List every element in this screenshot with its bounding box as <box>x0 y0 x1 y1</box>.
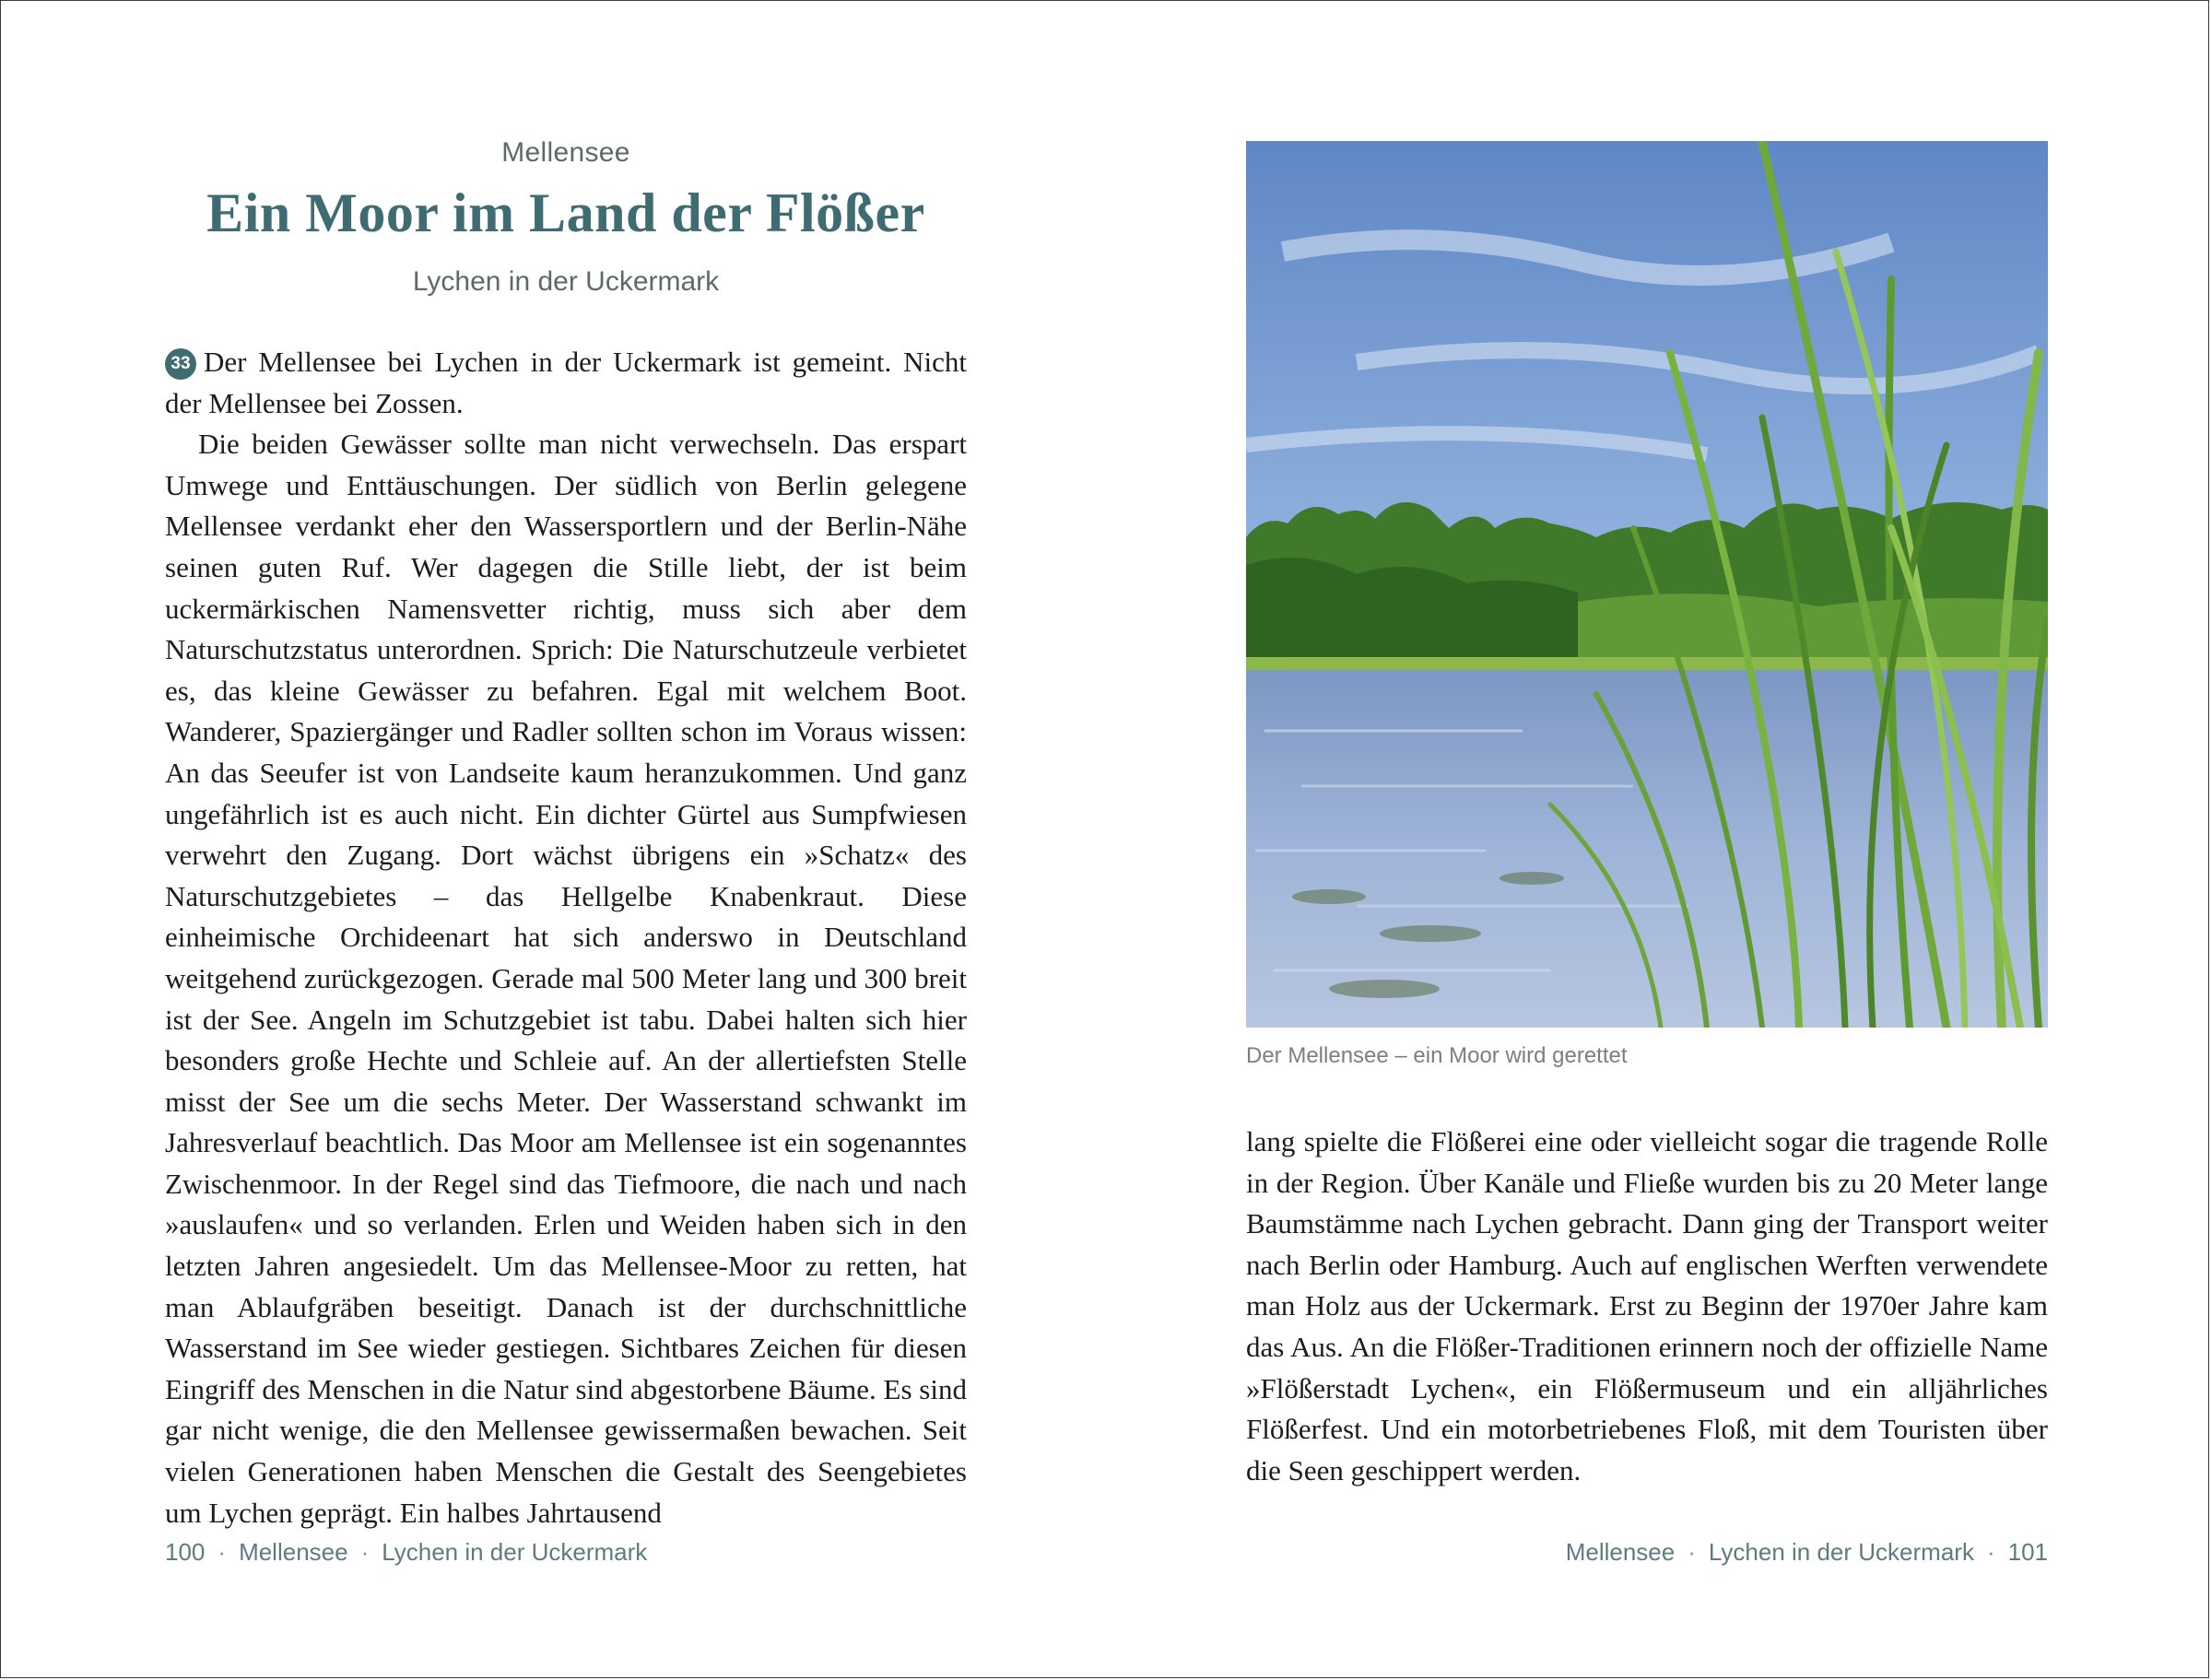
section-label: Mellensee <box>501 137 630 168</box>
paragraph: lang spielte die Flößerei eine oder vielleicht sogar die tragende Rolle in der Region. Über Kanäle und Fließe wurden bis zu 20 Meter lange Baumstämme nach Lychen gebracht. Dann ging der Transport weiter nach Berlin oder Hamburg. Auch auf englischen Werften verwendete man Holz aus der Uckermark. Erst zu Beginn der 1970er Jahre kam das Aus. An die Flößer-Traditionen erinnern noch der offizielle Name »Flößerstadt Lychen«, ein Flößermuseum und ein alljährliches Flößerfest. Und ein motorbetriebenes Floß, mit dem Touristen über die Seen geschippert werden. <box>1246 1125 2048 1486</box>
footer-section: Mellensee <box>239 1538 348 1566</box>
footer-location: Lychen in der Uckermark <box>1708 1538 1974 1566</box>
paragraph-text: Der Mellensee bei Lychen in der Uckermark ist gemeint. Nicht der Mellensee bei Zossen. <box>165 346 967 419</box>
page-footer-left <box>165 1538 647 1567</box>
separator-dot: · <box>1986 1538 1995 1566</box>
footer-location: Lychen in der Uckermark <box>382 1538 648 1566</box>
footer-section: Mellensee <box>1565 1538 1676 1566</box>
body-text-right <box>1246 1122 2048 1491</box>
left-page <box>1 1 1105 1679</box>
numbered-circle-icon: 33 <box>165 348 196 380</box>
chapter-subtitle: Lychen in der Uckermark <box>412 266 720 297</box>
chapter-title: Ein Moor im Land der Flößer <box>206 182 925 243</box>
separator-dot: · <box>360 1538 370 1566</box>
paragraph: Die beiden Gewässer sollte man nicht verwechseln. Das erspart Umwege und Enttäuschungen. Der südlich von Berlin gelegene Mellensee verdankt eher den Wassersportlern und der Berlin-Nähe seinen guten Ruf. Wer dagegen die Stille liebt, der ist beim uckermärkischen Namensvetter richtig, muss sich aber dem Naturschutzstatus unterordnen. Sprich: Die Naturschutzeule verbietet es, das kleine Gewässer zu befahren. Egal mit welchem Boot. Wanderer, Spaziergänger und Radler sollten schon im Voraus wissen: An das Seeufer ist von Landseite kaum heranzukommen. Und ganz ungefährlich ist es auch nicht. Ein dichter Gürtel aus Sumpfwiesen verwehrt den Zugang. Dort wächst übrigens ein »Schatz« des Naturschutzgebietes – das Hellgelbe Knabenkraut. Diese einheimische Orchideenart hat sich anderswo in Deutschland weitgehend zurückgezogen. Gerade mal 500 Meter lang und 300 breit ist der See. Angeln im Schutzgebiet ist tabu. Dabei halten sich hier besonders große Hechte und Schleie auf. An der allertiefsten Stelle misst der See um die sechs Meter. Der Wasserstand schwankt im Jahresverlauf beachtlich. Das Moor am Mellensee ist ein sogenanntes Zwischenmoor. In der Regel sind das Tiefmoore, die nach und nach »auslaufen« und so verlanden. Erlen und Weiden haben sich in den letzten Jahren angesiedelt. Um das Mellensee-Moor zu retten, hat man Ablaufgräben beseitigt. Danach ist der durchschnittliche Wasserstand im See wieder gestiegen. Sichtbares Zeichen für diesen Eingriff des Menschen in die Natur sind abgestorbene Bäume. Es sind gar nicht wenige, die den Mellensee gewissermaßen bewachen. Seit vielen Generationen haben Menschen die Gestalt des Seengebietes um Lychen geprägt. Ein halbes Jahrtausend <box>165 428 967 1529</box>
page-footer-right <box>1566 1538 2048 1567</box>
body-text-left <box>165 342 967 1533</box>
page-number: 100 <box>165 1538 206 1566</box>
right-page <box>1106 1 2210 1679</box>
paragraph <box>165 342 967 424</box>
photo-caption: Der Mellensee – ein Moor wird gerettet <box>1246 1043 1628 1068</box>
page-number: 101 <box>2007 1538 2048 1566</box>
separator-dot: · <box>218 1538 227 1566</box>
lake-reed-photo <box>1246 141 2048 1028</box>
separator-dot: · <box>1688 1538 1696 1566</box>
